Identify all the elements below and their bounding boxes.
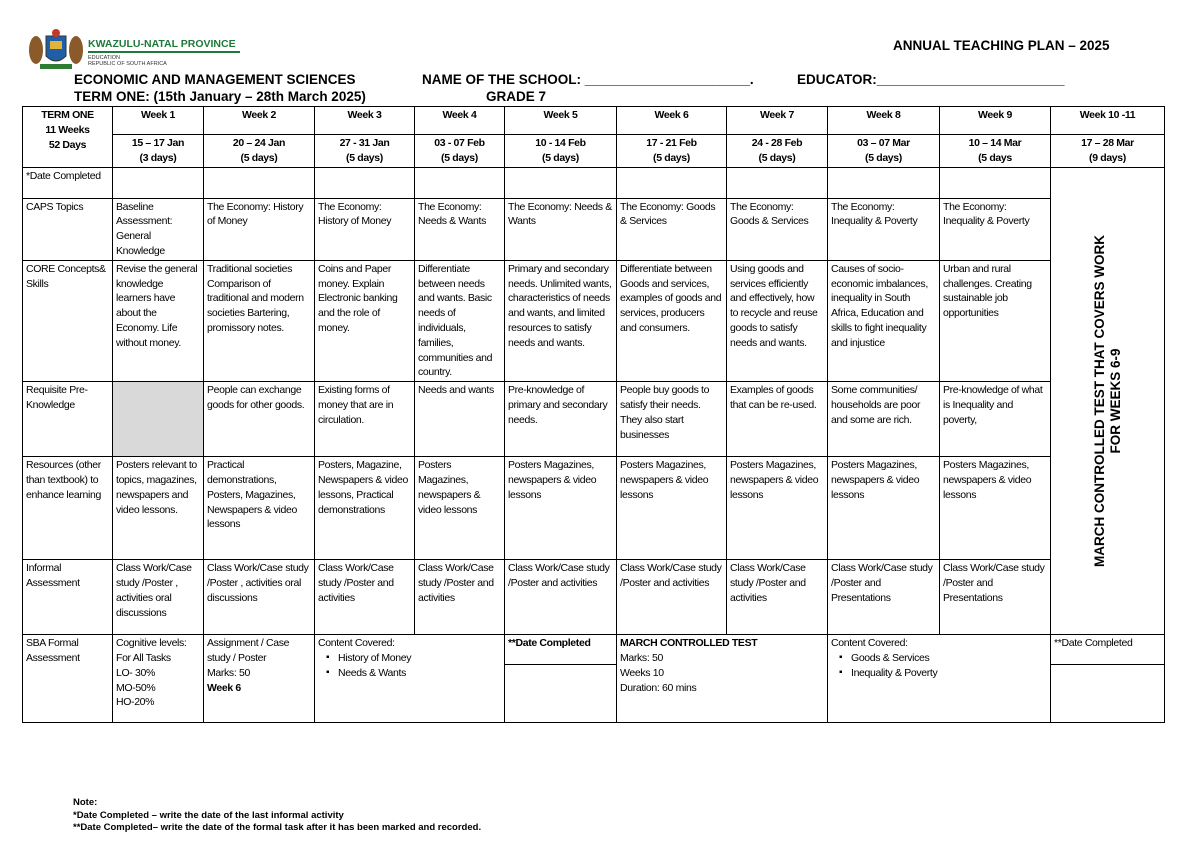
sba-assignment-week: Week 6	[207, 681, 241, 694]
week-dates-row	[23, 135, 1165, 168]
core-concept-cell: Causes of socio-economic imbalances, inequality in South Africa, Education and skills to fight inequality and injustice	[828, 260, 940, 381]
caps-topic-cell: The Economy: Needs & Wants	[415, 198, 505, 260]
department-line-2: REPUBLIC OF SOUTH AFRICA	[88, 61, 167, 67]
term-weeks: 11 Weeks	[45, 123, 90, 136]
list-item: ▪ Needs & Wants	[338, 666, 501, 681]
controlled-test-weeks: Weeks 10	[620, 666, 664, 679]
kzn-coat-of-arms-icon	[26, 26, 86, 72]
sba-controlled-test-cell	[617, 635, 828, 723]
sba-date-completed-value-2	[1051, 665, 1165, 723]
date-completed-cell	[113, 167, 204, 198]
resources-cell: Posters Magazines, newspapers & video lessons	[727, 457, 828, 560]
week-date-range: 03 - 07 Feb	[434, 137, 485, 149]
prior-knowledge-cell: Pre-knowledge of what is Inequality and poverty,	[940, 382, 1051, 457]
row-label: CAPS Topics	[23, 198, 113, 260]
week-dates	[828, 135, 940, 168]
term-days: 52 Days	[48, 138, 87, 151]
core-concept-cell: Using goods and services efficiently and effectively, how to recycle and reuse goods to satisfy needs and wants.	[727, 260, 828, 381]
week-dates	[617, 135, 727, 168]
controlled-test-duration: Duration: 60 mins	[620, 681, 697, 694]
resources-cell: Posters Magazines, newspapers & video lessons	[617, 457, 727, 560]
resources-cell: Posters Magazines, newspapers & video lessons	[828, 457, 940, 560]
prior-knowledge-cell: People buy goods to satisfy their needs. They also start businesses	[617, 382, 727, 457]
sba-date-completed-value	[505, 665, 617, 723]
week-dates	[940, 135, 1051, 168]
core-concept-cell: Primary and secondary needs. Unlimited wants, characteristics of needs and wants, and limited resources to satisfy needs and wants.	[505, 260, 617, 381]
week-day-count: (5 days)	[758, 151, 796, 164]
week-date-range: 20 – 24 Jan	[232, 137, 286, 149]
sba-assignment-marks: Marks: 50	[207, 666, 250, 679]
department-name	[88, 55, 167, 67]
sba-lo-level: LO- 30%	[116, 666, 155, 679]
footnotes	[73, 797, 481, 835]
row-label: Requisite Pre-Knowledge	[23, 382, 113, 457]
sba-content-covered-cell-2	[828, 635, 1051, 723]
week-dates	[204, 135, 315, 168]
prior-knowledge-cell: Some communities/ households are poor and some are rich.	[828, 382, 940, 457]
week-dates	[415, 135, 505, 168]
sba-date-completed-label-2: **Date Completed	[1051, 635, 1165, 665]
prior-knowledge-empty-cell	[113, 382, 204, 457]
resources-cell: Practical demonstrations, Posters, Magazines, Newspapers & video lessons	[204, 457, 315, 560]
term-dates: TERM ONE: (15th January – 28th March 2025)	[74, 89, 366, 104]
list-item: ▪ History of Money	[338, 651, 501, 666]
week-header: Week 10 -11	[1051, 107, 1165, 135]
week-header-row	[23, 107, 1165, 135]
week-day-count: (5 days)	[542, 151, 579, 164]
informal-assessment-cell: Class Work/Case study /Poster and Presentations	[940, 560, 1051, 635]
week-date-range: 17 – 28 Mar	[1081, 137, 1134, 149]
sba-assignment-title: Assignment / Case study / Poster	[207, 637, 290, 664]
sba-content-covered-cell	[315, 635, 505, 723]
controlled-test-title: MARCH CONTROLLED TEST	[620, 637, 758, 650]
week-header: Week 6	[617, 107, 727, 135]
plan-title: ANNUAL TEACHING PLAN – 2025	[893, 38, 1110, 53]
row-label: SBA Formal Assessment	[23, 635, 113, 723]
sba-cognitive-levels: Cognitive levels: For All Tasks	[116, 637, 187, 664]
core-concepts-row	[23, 260, 1165, 381]
week-header: Week 9	[940, 107, 1051, 135]
caps-topic-cell: The Economy: Inequality & Poverty	[828, 198, 940, 260]
caps-topics-row	[23, 198, 1165, 260]
week-dates	[505, 135, 617, 168]
note-line-2: **Date Completed– write the date of the formal task after it has been marked and recorded.	[73, 822, 482, 833]
informal-assessment-cell: Class Work/Case study /Poster and activities	[727, 560, 828, 635]
date-completed-cell	[617, 167, 727, 198]
informal-assessment-cell: Class Work/Case study /Poster and activities	[505, 560, 617, 635]
informal-assessment-cell: Class Work/Case study /Poster and activities	[315, 560, 415, 635]
week-header: Week 1	[113, 107, 204, 135]
week-header: Week 2	[204, 107, 315, 135]
week-header: Week 7	[727, 107, 828, 135]
informal-assessment-row	[23, 560, 1165, 635]
resources-row	[23, 457, 1165, 560]
week-date-range: 27 - 31 Jan	[339, 137, 390, 149]
week-day-count: (5 days	[978, 151, 1012, 164]
week-day-count: (9 days)	[1089, 151, 1126, 164]
province-underline	[88, 51, 240, 53]
week-date-range: 10 – 14 Mar	[968, 137, 1022, 149]
week-dates	[113, 135, 204, 168]
grade-label: GRADE 7	[486, 89, 547, 104]
week-dates	[1051, 135, 1165, 168]
week-day-count: (5 days)	[653, 151, 690, 164]
resources-cell: Posters Magazines, newspapers & video lessons	[505, 457, 617, 560]
week-day-count: (5 days)	[240, 151, 278, 164]
sba-content-list	[831, 651, 1047, 681]
controlled-test-line-1: MARCH CONTROLLED TEST THAT COVERS WORK	[1091, 234, 1107, 567]
term-cell	[23, 107, 113, 168]
prior-knowledge-cell: Existing forms of money that are in circulation.	[315, 382, 415, 457]
informal-assessment-cell: Class Work/Case study /Poster and activities	[617, 560, 727, 635]
resources-cell: Posters Magazines, newspapers & video lessons	[415, 457, 505, 560]
note-line-1: *Date Completed – write the date of the last informal activity	[73, 809, 344, 821]
core-concept-cell: Differentiate between needs and wants. Basic needs of individuals, families, communities and country.	[415, 260, 505, 381]
week-day-count: (5 days)	[346, 151, 383, 164]
date-completed-cell	[204, 167, 315, 198]
sba-content-list	[318, 651, 501, 681]
educator-field: EDUCATOR:_________________________	[797, 72, 1065, 87]
sba-mo-level: MO-50%	[116, 681, 156, 694]
caps-topic-cell: The Economy: Inequality & Poverty	[940, 198, 1051, 260]
week-day-count: (3 days)	[139, 151, 177, 164]
caps-topic-cell: The Economy: Needs & Wants	[505, 198, 617, 260]
term-label: TERM ONE	[41, 109, 94, 121]
row-label: Resources (other than textbook) to enhance learning	[23, 457, 113, 560]
controlled-test-side-cell	[1051, 167, 1165, 635]
school-name-field: NAME OF THE SCHOOL: ______________________.	[422, 72, 754, 87]
week-date-range: 03 – 07 Mar	[857, 137, 910, 149]
province-name: KWAZULU-NATAL PROVINCE	[88, 38, 236, 50]
notes-title: Note:	[73, 797, 98, 808]
resources-cell: Posters relevant to topics, magazines, newspapers and video lessons.	[113, 457, 204, 560]
row-label: Informal Assessment	[23, 560, 113, 635]
sba-content-covered-title: Content Covered:	[831, 637, 908, 650]
informal-assessment-cell: Class Work/Case study /Poster and Presentations	[828, 560, 940, 635]
informal-assessment-cell: Class Work/Case study /Poster , activities oral discussions	[204, 560, 315, 635]
teaching-plan-table	[22, 106, 1165, 723]
week-date-range: 17 - 21 Feb	[646, 137, 697, 149]
week-header: Week 5	[505, 107, 617, 135]
core-concept-cell: Differentiate between Goods and services, examples of goods and services, producers and consumers.	[617, 260, 727, 381]
resources-cell: Posters, Magazine, Newspapers & video lessons, Practical demonstrations	[315, 457, 415, 560]
week-date-range: 15 – 17 Jan	[131, 137, 185, 149]
core-concept-cell: Urban and rural challenges. Creating sustainable job opportunities	[940, 260, 1051, 381]
sba-cognitive-levels-cell	[113, 635, 204, 723]
date-completed-row	[23, 167, 1165, 198]
sba-row	[23, 635, 1165, 665]
resources-cell: Posters Magazines, newspapers & video lessons	[940, 457, 1051, 560]
prior-knowledge-cell: Needs and wants	[415, 382, 505, 457]
department-line-1: EDUCATION	[88, 55, 120, 61]
list-item: ▪ Goods & Services	[851, 651, 1047, 666]
sba-ho-level: HO-20%	[116, 696, 155, 709]
date-completed-cell	[415, 167, 505, 198]
controlled-test-line-2: FOR WEEKS 6-9	[1107, 348, 1123, 454]
date-completed-cell	[315, 167, 415, 198]
controlled-test-marks: Marks: 50	[620, 651, 663, 664]
week-dates	[727, 135, 828, 168]
caps-topic-cell: Baseline Assessment: General Knowledge	[113, 198, 204, 260]
week-header: Week 4	[415, 107, 505, 135]
week-date-range: 10 - 14 Feb	[535, 137, 586, 149]
row-label: *Date Completed	[23, 167, 113, 198]
week-dates	[315, 135, 415, 168]
date-completed-cell	[727, 167, 828, 198]
subject-name: ECONOMIC AND MANAGEMENT SCIENCES	[74, 72, 356, 87]
prior-knowledge-cell: Pre-knowledge of primary and secondary needs.	[505, 382, 617, 457]
sba-content-covered-title: Content Covered:	[318, 637, 395, 650]
core-concept-cell: Traditional societies Comparison of traditional and modern societies Bartering, promissory notes.	[204, 260, 315, 381]
prior-knowledge-cell: Examples of goods that can be re-used.	[727, 382, 828, 457]
caps-topic-cell: The Economy: History of Money	[315, 198, 415, 260]
date-completed-cell	[505, 167, 617, 198]
date-completed-cell	[940, 167, 1051, 198]
week-header: Week 3	[315, 107, 415, 135]
informal-assessment-cell: Class Work/Case study /Poster , activities oral discussions	[113, 560, 204, 635]
week-header: Week 8	[828, 107, 940, 135]
sba-date-completed-label: **Date Completed	[505, 635, 617, 665]
prior-knowledge-cell: People can exchange goods for other goods.	[204, 382, 315, 457]
caps-topic-cell: The Economy: History of Money	[204, 198, 315, 260]
prior-knowledge-row	[23, 382, 1165, 457]
controlled-test-vertical-text	[1092, 211, 1124, 591]
week-day-count: (5 days)	[441, 151, 478, 164]
list-item: ▪ Inequality & Poverty	[851, 666, 1047, 681]
caps-topic-cell: The Economy: Goods & Services	[617, 198, 727, 260]
caps-topic-cell: The Economy: Goods & Services	[727, 198, 828, 260]
row-label: CORE Concepts& Skills	[23, 260, 113, 381]
date-completed-cell	[828, 167, 940, 198]
week-date-range: 24 - 28 Feb	[751, 137, 803, 149]
informal-assessment-cell: Class Work/Case study /Poster and activities	[415, 560, 505, 635]
core-concept-cell: Coins and Paper money. Explain Electronic banking and the role of money.	[315, 260, 415, 381]
week-day-count: (5 days)	[865, 151, 902, 164]
sba-assignment-cell	[204, 635, 315, 723]
core-concept-cell: Revise the general knowledge learners have about the Economy. Life without money.	[113, 260, 204, 381]
